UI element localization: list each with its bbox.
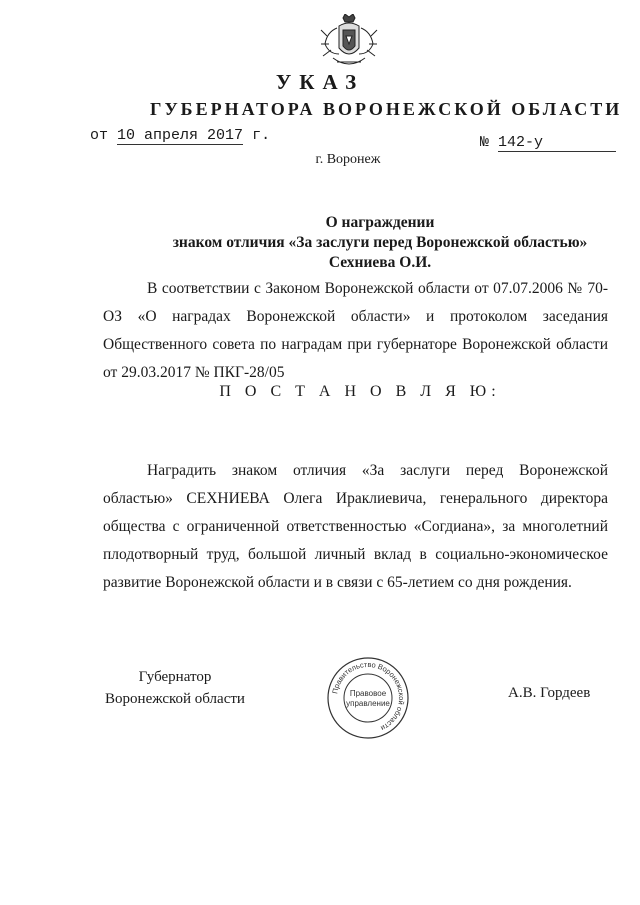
document-title: УКАЗ bbox=[275, 70, 365, 94]
date-suffix: г. bbox=[252, 127, 271, 144]
date-value: 10 апреля 2017 bbox=[117, 127, 244, 144]
date-line bbox=[90, 127, 270, 145]
position-line-1: Губернатор bbox=[138, 669, 212, 685]
document-subtitle: ГУБЕРНАТОРА ВОРОНЕЖСКОЙ ОБЛАСТИ bbox=[150, 99, 623, 119]
date-prefix: от bbox=[90, 127, 109, 144]
body-text: Наградить знаком отличия «За заслуги перед Воронежской областью» СЕХНИЕВА Олега Ираклиевича, генерального директора общества с ограниченной ответственностью «Согдиана», за многолетний плодотворный труд, большой личный вклад в социально-экономическое развитие Воронежской области и в связи с 65-летием со дня рождения. bbox=[103, 462, 608, 591]
signatory-position bbox=[100, 666, 250, 710]
decree-word: П О С Т А Н О В Л Я Ю: bbox=[219, 383, 501, 400]
stamp-outer-text: Правительство Воронежской области bbox=[330, 659, 407, 733]
body-paragraph bbox=[103, 457, 608, 597]
city: г. Воронеж bbox=[315, 152, 381, 167]
stamp-inner-line-2: управление bbox=[346, 699, 390, 708]
position-line-2: Воронежской области bbox=[105, 691, 245, 707]
stamp-inner-line-1: Правовое bbox=[349, 689, 387, 698]
order-heading bbox=[100, 213, 640, 273]
preamble-paragraph bbox=[103, 275, 608, 387]
heading-line-2: знаком отличия «За заслуги перед Воронежской областью» bbox=[172, 234, 588, 251]
signatory-name: А.В. Гордеев bbox=[508, 685, 591, 701]
number-value: 142-у bbox=[498, 134, 616, 152]
coat-of-arms-emblem bbox=[317, 14, 381, 72]
official-stamp bbox=[326, 656, 410, 740]
number-prefix: № bbox=[480, 134, 490, 151]
preamble-text: В соответствии с Законом Воронежской области от 07.07.2006 № 70-ОЗ «О наградах Воронежской области» и протоколом заседания Общественного совета по наградам при губернаторе Воронежской области от 29.03.2017 № ПКГ-28/05 bbox=[103, 280, 608, 381]
heading-line-1: О награждении bbox=[325, 214, 435, 231]
number-line bbox=[480, 134, 616, 152]
heading-line-3: Сехниева О.И. bbox=[328, 254, 432, 271]
